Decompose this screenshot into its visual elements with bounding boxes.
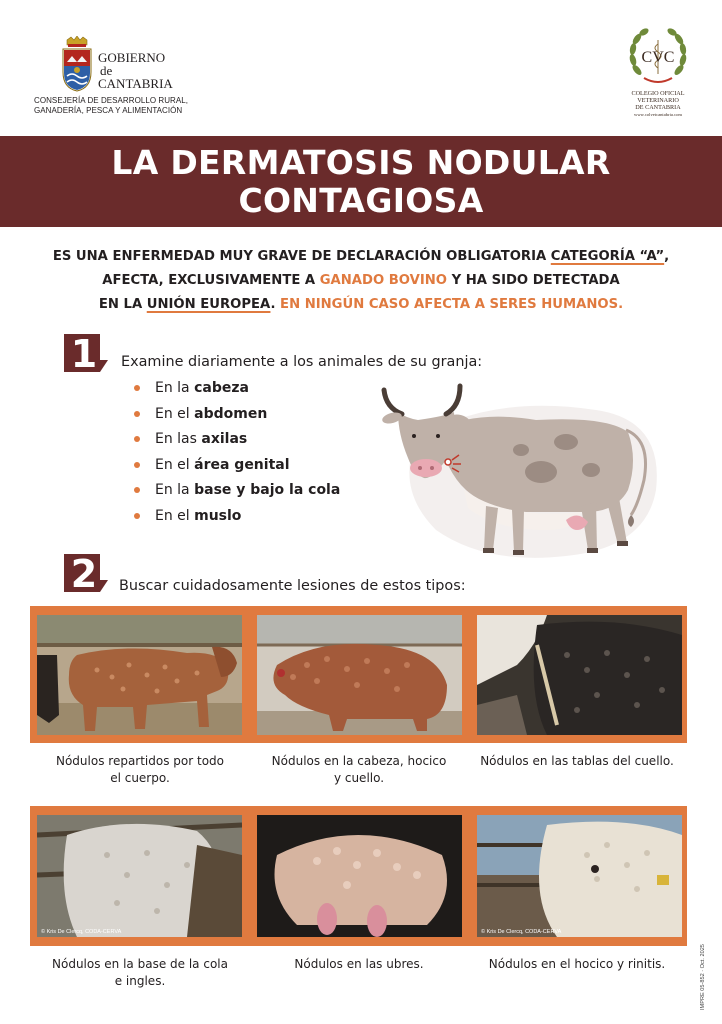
cvc-monogram: CVC xyxy=(641,49,675,66)
list-item-prefix: En el xyxy=(155,507,195,524)
cvc-name-line: DE CANTABRIA xyxy=(635,104,681,111)
intro-segment: ES UNA ENFERMEDAD MUY GRAVE DE DECLARACIÓN OBLIGATORIA xyxy=(52,249,551,264)
caption-line: y cuello. xyxy=(333,771,385,785)
cvc-name xyxy=(616,90,700,118)
intro-line xyxy=(0,269,722,293)
list-item-bold: abdomen xyxy=(194,405,268,422)
photo-nodules-udder xyxy=(257,815,462,937)
caption-4 xyxy=(40,956,240,990)
intro-line xyxy=(0,293,722,317)
caption-1 xyxy=(40,753,240,787)
intro-line xyxy=(0,245,722,269)
intro-segment: EN LA xyxy=(98,297,147,312)
list-item-bold: área genital xyxy=(194,456,290,473)
list-item xyxy=(134,506,340,532)
photo-credit: © Kris De Clercq, CODA-CERVA xyxy=(481,929,562,935)
intro-category-highlight: CATEGORÍA “A” xyxy=(550,249,665,264)
gov-department-line: GANADERÍA, PESCA Y ALIMENTACIÓN xyxy=(34,106,183,115)
list-item xyxy=(134,480,340,506)
caption-line: Nódulos en la base de la cola xyxy=(52,957,228,971)
list-item-prefix: En las xyxy=(155,431,202,447)
photo-nodules-muzzle xyxy=(477,815,682,937)
intro-humans-highlight: EN NINGÚN CASO AFECTA A SERES HUMANOS. xyxy=(275,297,624,312)
photo-credit: © Kris De Clercq, CODA-CERVA xyxy=(41,929,122,935)
list-item-prefix: En el xyxy=(155,456,195,473)
list-item-bold: cabeza xyxy=(194,380,249,396)
photo-nodules-head xyxy=(257,615,462,735)
photo-band xyxy=(30,606,687,743)
list-item xyxy=(134,404,340,430)
step-1-number xyxy=(64,330,108,372)
step-1-digit: 1 xyxy=(70,332,98,372)
cvc-name-line: COLEGIO OFICIAL xyxy=(631,90,685,97)
caption-6 xyxy=(477,956,677,973)
list-item xyxy=(134,455,340,481)
list-item-bold: muslo xyxy=(194,507,242,524)
photo-nodules-tail xyxy=(37,815,242,937)
caption-line: Nódulos en las ubres. xyxy=(294,957,424,971)
cvc-wreath-icon xyxy=(628,26,688,86)
intro-segment: AFECTA, EXCLUSIVAMENTE A xyxy=(102,273,320,288)
gov-department-line: CONSEJERÍA DE DESARROLLO RURAL, xyxy=(34,96,189,105)
title-line: LA DERMATOSIS NODULAR xyxy=(111,143,611,182)
step-2-text: Buscar cuidadosamente lesiones de estos tipos: xyxy=(119,578,466,594)
body-parts-list xyxy=(134,378,340,531)
photo-nodules-body xyxy=(37,615,242,735)
intro-ue-highlight: UNIÓN EUROPEA xyxy=(146,297,271,312)
photo-nodules-neck xyxy=(477,615,682,735)
colegio-veterinario-logo xyxy=(616,26,700,122)
caption-line: Nódulos repartidos por todo xyxy=(55,754,225,768)
list-item-prefix: En la xyxy=(155,380,195,396)
caption-line: e ingles. xyxy=(114,974,166,988)
page-title xyxy=(0,144,722,220)
gobierno-cantabria-logo xyxy=(34,36,234,122)
gov-name-line: CANTABRIA xyxy=(98,76,173,91)
step-1-text: Examine diariamente a los animales de su granja: xyxy=(121,354,483,370)
list-item-bold: axilas xyxy=(201,431,248,447)
intro-text xyxy=(0,245,722,317)
intro-bovino-highlight: GANADO BOVINO xyxy=(319,273,448,288)
step-2-badge-icon xyxy=(64,550,108,592)
intro-segment: , xyxy=(664,249,670,264)
list-item-prefix: En el xyxy=(155,405,195,422)
caption-2 xyxy=(259,753,459,787)
list-item xyxy=(134,429,340,455)
intro-segment: . xyxy=(270,297,276,312)
caption-5 xyxy=(259,956,459,973)
gov-name-line: de xyxy=(100,63,113,78)
caption-line: Nódulos en el hocico y rinitis. xyxy=(488,957,666,971)
step-2-number xyxy=(64,550,108,592)
gov-name-line: GOBIERNO xyxy=(98,50,166,65)
cvc-name-line: VETERINARIO xyxy=(637,97,679,104)
cvc-url: www.colvetcantabria.com xyxy=(634,112,682,117)
step-2-digit: 2 xyxy=(70,552,98,592)
cow-illustration-icon xyxy=(376,380,666,565)
title-line: CONTAGIOSA xyxy=(238,181,484,220)
photo-band xyxy=(30,806,687,946)
caption-3 xyxy=(477,753,677,770)
list-item-prefix: En la xyxy=(155,482,195,498)
title-band xyxy=(0,136,722,227)
caption-line: Nódulos en las tablas del cuello. xyxy=(480,754,674,768)
imprint: IMPRE 05-852 · Oct. 2025 xyxy=(700,944,706,1010)
cantabria-coat-of-arms-icon xyxy=(60,36,94,92)
caption-line: el cuerpo. xyxy=(110,771,170,785)
list-item xyxy=(134,378,340,404)
gov-name xyxy=(98,51,173,90)
step-1-badge-icon xyxy=(64,330,108,372)
caption-line: Nódulos en la cabeza, hocico xyxy=(271,754,447,768)
list-item-bold: base y bajo la cola xyxy=(194,482,341,498)
intro-segment: Y HA SIDO DETECTADA xyxy=(447,273,620,288)
gov-department xyxy=(34,96,234,116)
